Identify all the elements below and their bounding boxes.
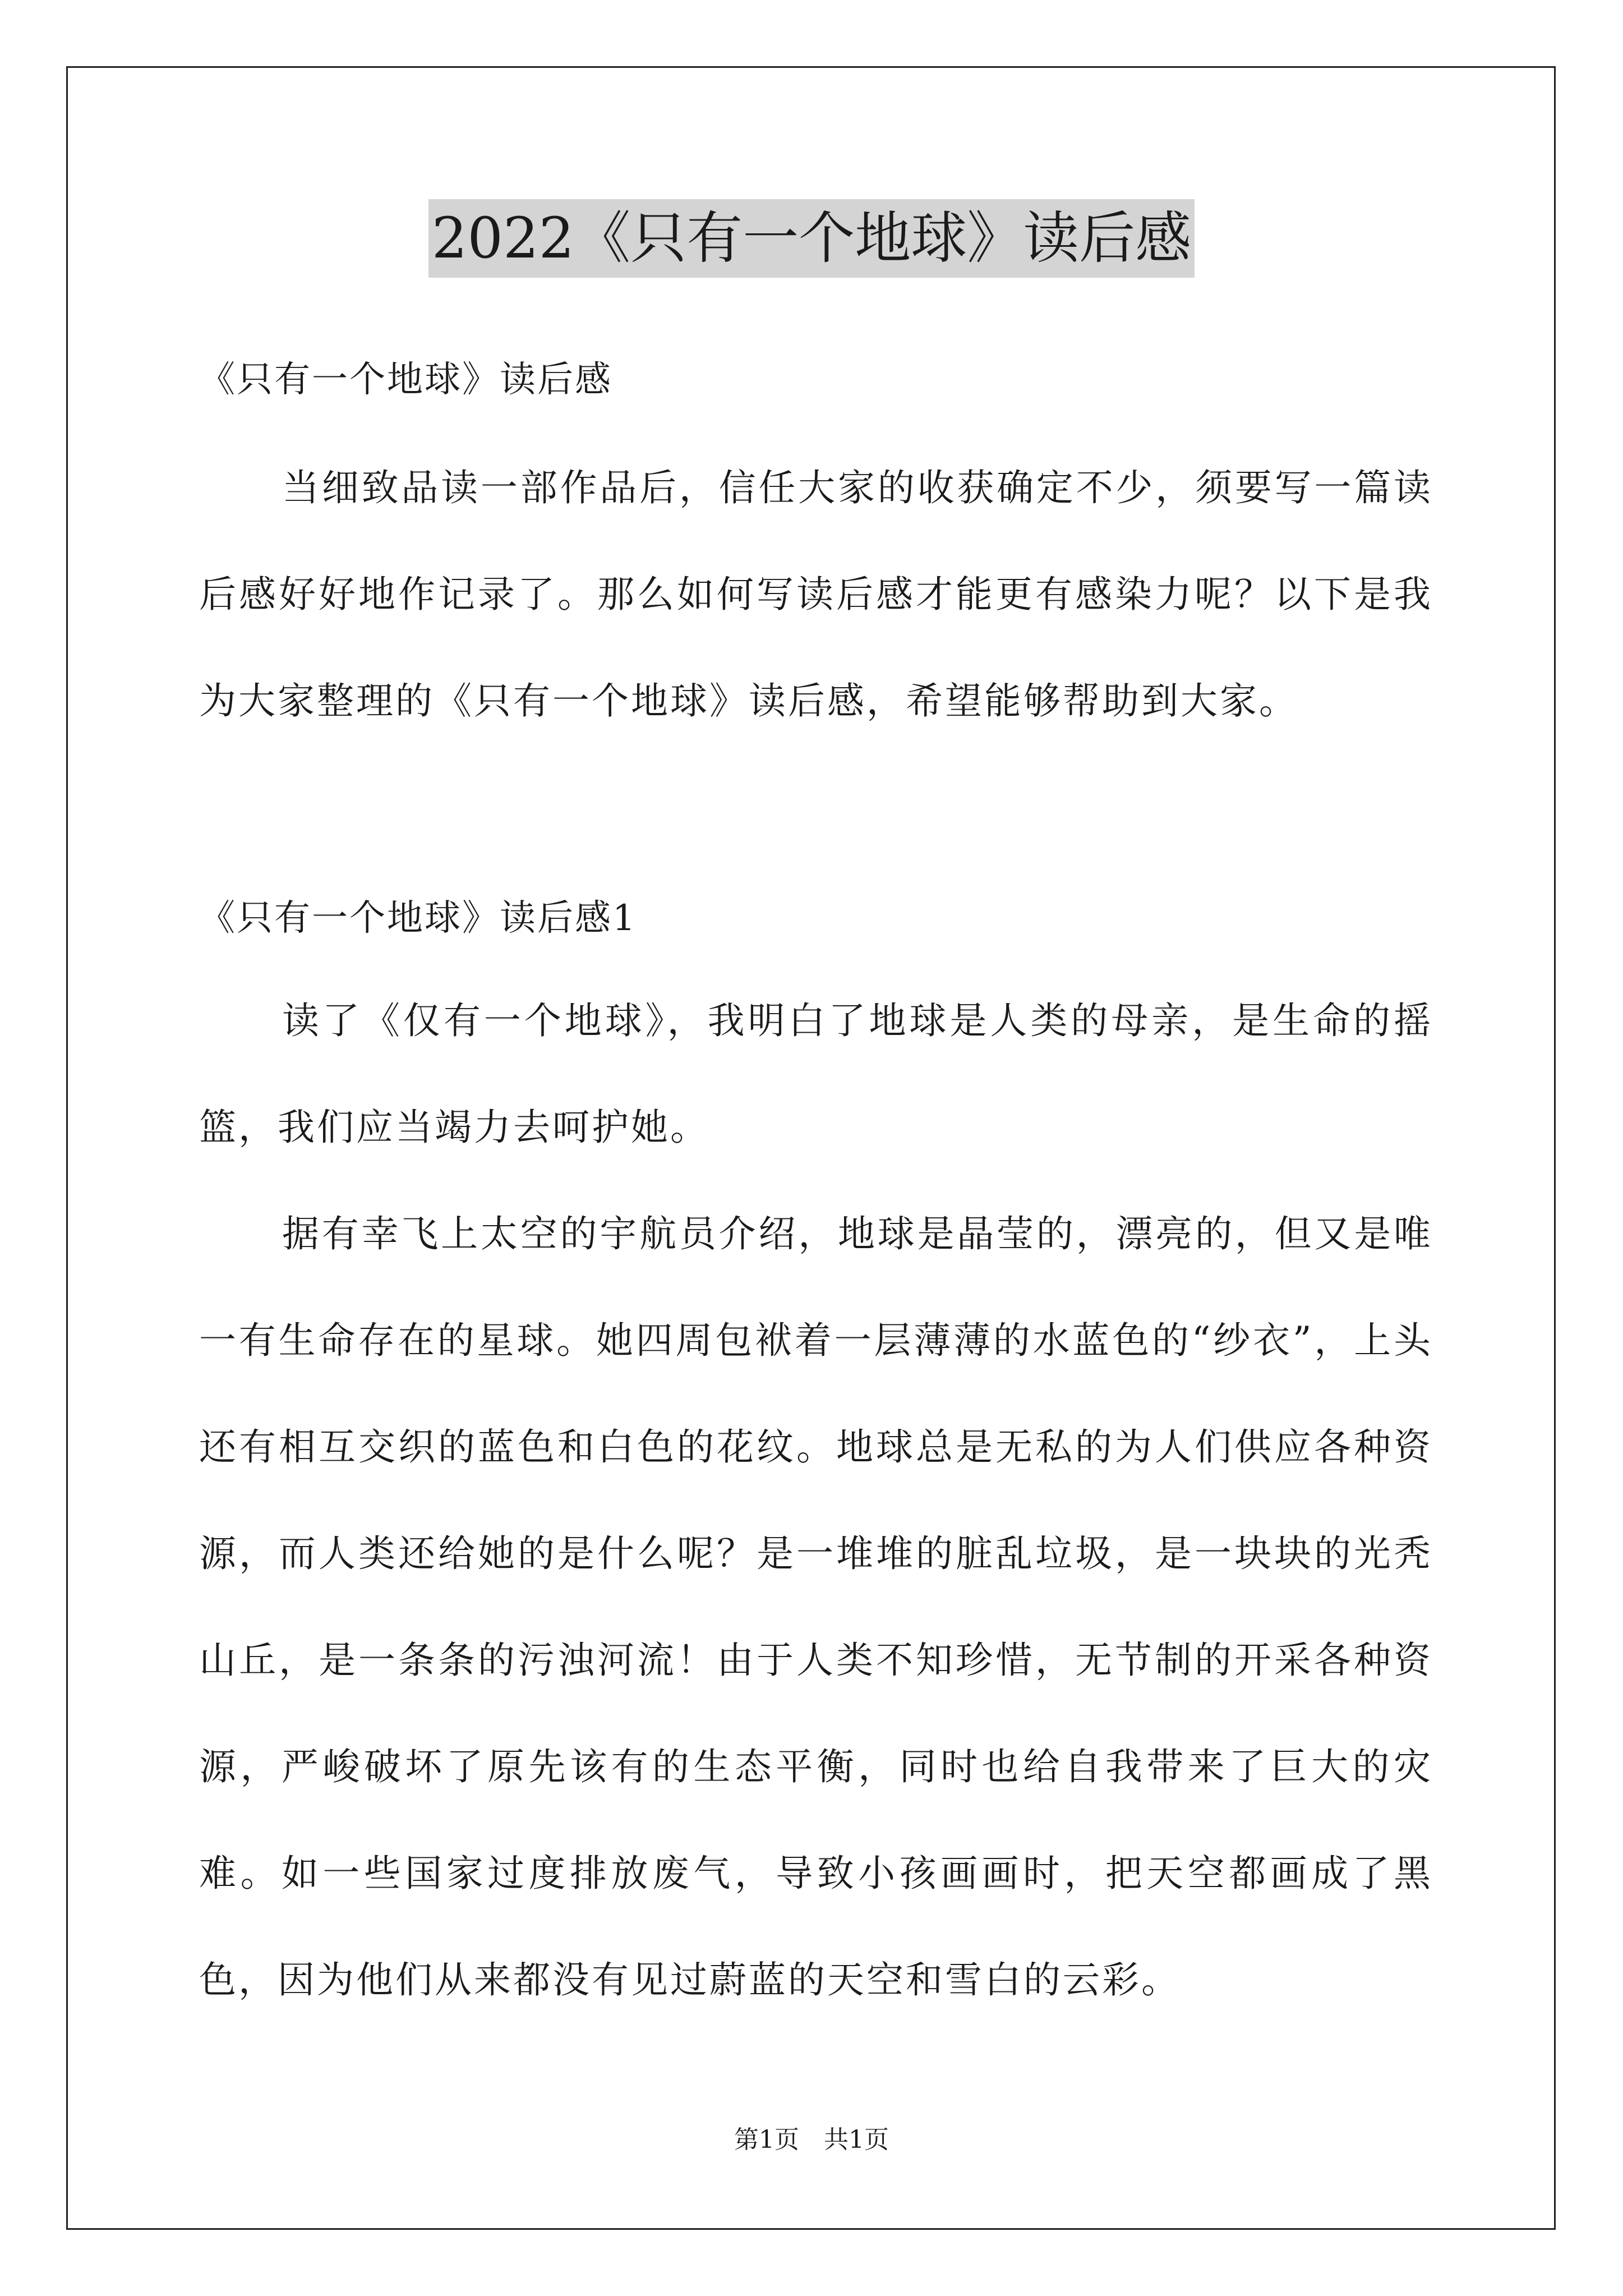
subtitle: 《只有一个地球》读后感 <box>199 359 612 401</box>
section-1-paragraph-2: 据有幸飞上太空的宇航员介绍，地球是晶莹的，漂亮的，但又是唯一有生命存在的星球。她四周包袱着一层薄薄的水蓝色的“纱衣”，上头还有相互交织的蓝色和白色的花纹。地球总是无私的为人们供应各种资源，而人类还给她的是什么呢？是一堆堆的脏乱垃圾，是一块块的光秃山丘，是一条条的污浊河流！由于人类不知珍惜，无节制的开采各种资源，严峻破坏了原先该有的生态平衡，同时也给自我带来了巨大的灾难。如一些国家过度排放废气，导致小孩画画时，把天空都画成了黑色，因为他们从来都没有见过蔚蓝的天空和雪白的云彩。 <box>199 1212 1433 2001</box>
section-heading-1: 《只有一个地球》读后感1 <box>199 898 637 939</box>
section-1-paragraph-1: 读了《仅有一个地球》，我明白了地球是人类的母亲，是生命的摇篮，我们应当竭力去呵护她。 <box>199 999 1433 1149</box>
page-footer: 第1页 共1页 <box>734 2125 889 2154</box>
title-container <box>0 199 1623 278</box>
document-title: 2022《只有一个地球》读后感 <box>428 199 1195 278</box>
intro-paragraph: 当细致品读一部作品后，信任大家的收获确定不少，须要写一篇读后感好好地作记录了。那么如何写读后感才能更有感染力呢？以下是我为大家整理的《只有一个地球》读后感，希望能够帮助到大家。 <box>199 466 1433 723</box>
